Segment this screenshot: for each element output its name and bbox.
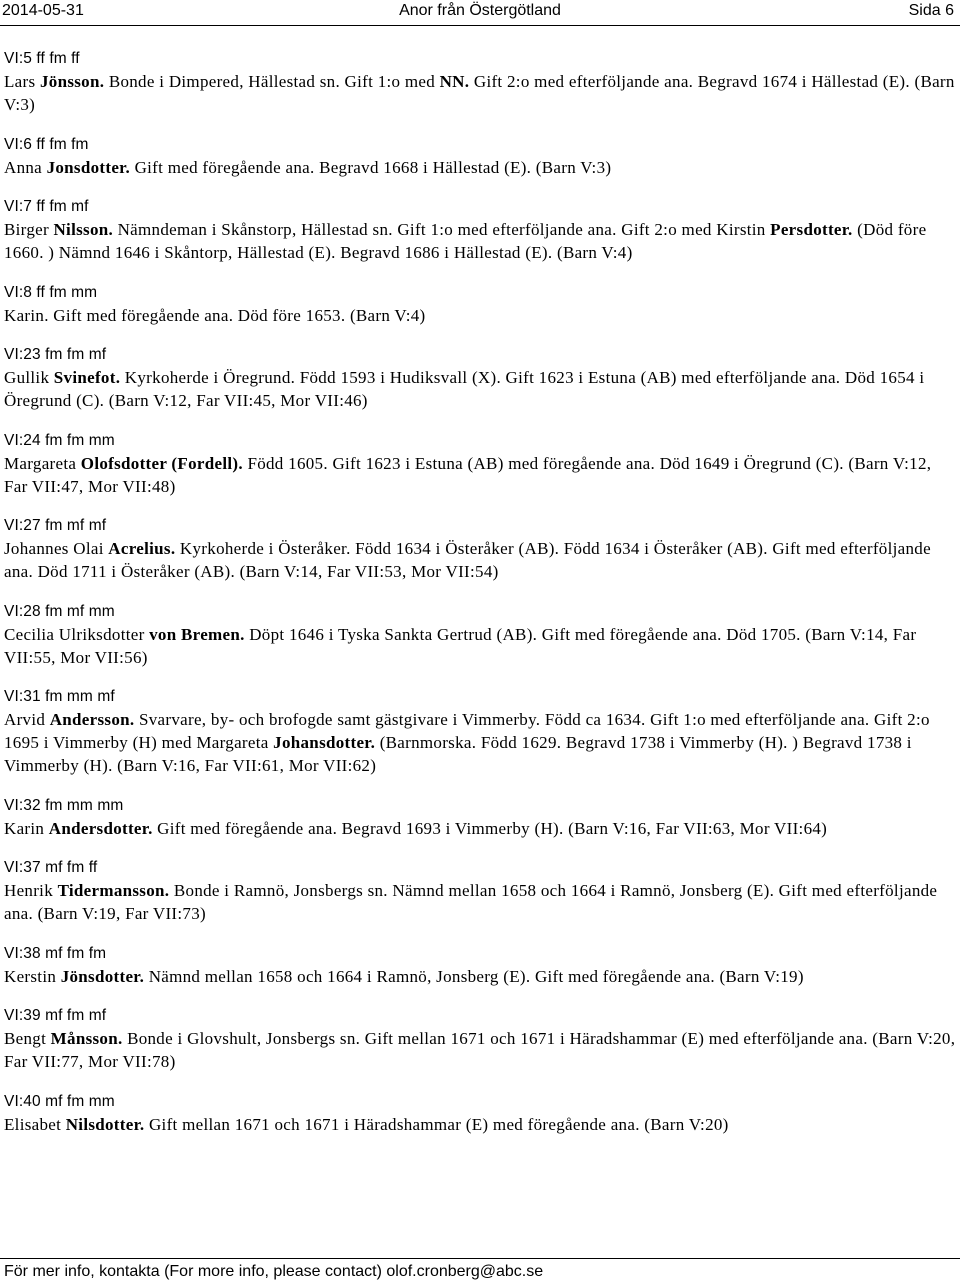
header-title: Anor från Östergötland: [399, 2, 561, 19]
ancestor-text-segment: Karin. Gift med föregående ana. Död före 1653. (Barn V:4): [4, 305, 426, 325]
ancestor-code: VI:8 ff fm mm: [4, 283, 98, 301]
ancestor-description: [4, 1027, 956, 1073]
footer-divider: [0, 1258, 960, 1259]
ancestor-code: VI:37 mf fm ff: [4, 859, 98, 876]
ancestor-entry: [4, 942, 956, 988]
ancestor-description: [4, 623, 956, 669]
ancestor-entry: [4, 195, 956, 264]
ancestor-name-bold: NN.: [439, 72, 470, 91]
ancestor-text-segment: (Död före 1660. ) Nämnd 1646 i Skåntorp, Hällestad (E). Begravd 1686 i Hällestad (E). (Barn V:4): [4, 220, 927, 262]
page-footer: [0, 1258, 960, 1285]
ancestor-text-segment: Johannes Olai: [4, 539, 109, 558]
ancestor-name-bold: Jönsdotter.: [60, 966, 145, 986]
ancestor-text-segment: Bonde i Dimpered, Hällestad sn. Gift 1:o med: [104, 72, 440, 91]
ancestor-entry: [4, 794, 956, 840]
ancestor-name-bold: Andersson.: [49, 710, 135, 729]
ancestor-description: [4, 879, 956, 925]
ancestor-entry: [4, 343, 956, 412]
ancestor-text-segment: Cecilia Ulriksdotter: [4, 624, 150, 644]
ancestor-text-segment: Född 1605. Gift 1623 i Estuna (AB) med föregående ana. Död 1649 i Öregrund (C). (Barn V:12, Far VII:47, Mor VII:48): [4, 453, 932, 496]
header-date: 2014-05-31: [2, 2, 84, 19]
ancestor-code: VI:24 fm fm mm: [4, 431, 115, 449]
ancestor-name-bold: Olofsdotter (Fordell).: [80, 453, 243, 473]
ancestor-code: VI:23 fm fm mf: [4, 346, 107, 363]
header-divider: [0, 25, 960, 26]
ancestor-text-segment: Gift med föregående ana. Begravd 1693 i Vimmerby (H). (Barn V:16, Far VII:63, Mor VII:64): [152, 818, 828, 838]
ancestor-code: VI:7 ff fm mf: [4, 198, 89, 215]
ancestor-name-bold: Persdotter.: [770, 220, 853, 239]
ancestor-text-segment: (Barnmorska. Född 1629. Begravd 1738 i Vimmerby (H). ) Begravd 1738 i Vimmerby (H). (Barn V:16, Far VII:61, Mor VII:62): [4, 733, 912, 775]
ancestor-text-segment: Anna: [4, 157, 47, 177]
ancestor-name-bold: Johansdotter.: [273, 733, 376, 752]
ancestor-text-segment: Karin: [4, 818, 49, 838]
ancestor-text-segment: Döpt 1646 i Tyska Sankta Gertrud (AB). Gift med föregående ana. Död 1705. (Barn V:14, Far VII:55, Mor VII:56): [4, 624, 917, 667]
ancestor-name-bold: Jonsdotter.: [46, 157, 131, 177]
ancestor-text-segment: Gift med föregående ana. Begravd 1668 i Hällestad (E). (Barn V:3): [130, 157, 612, 177]
ancestor-text-segment: Arvid: [4, 710, 50, 729]
ancestor-name-bold: Acrelius.: [108, 539, 176, 558]
ancestor-entry: [4, 1004, 956, 1073]
ancestor-name-bold: von Bremen.: [149, 624, 245, 644]
ancestor-description: [4, 452, 956, 498]
ancestor-entry: [4, 47, 956, 116]
ancestor-code: VI:40 mf fm mm: [4, 1092, 115, 1110]
ancestor-name-bold: Svinefot.: [53, 368, 121, 387]
ancestor-text-segment: Lars: [4, 72, 40, 91]
ancestor-text-segment: Gullik: [4, 368, 54, 387]
ancestor-name-bold: Nilsdotter.: [65, 1114, 145, 1134]
ancestor-description: [4, 537, 956, 583]
ancestor-text-segment: Henrik: [4, 881, 58, 900]
ancestor-entry: [4, 600, 956, 669]
ancestor-text-segment: Birger: [4, 220, 54, 239]
ancestor-description: [4, 156, 956, 179]
ancestor-text-segment: Nämndeman i Skånstorp, Hällestad sn. Gift 1:o med efterföljande ana. Gift 2:o med Kirstin: [113, 220, 771, 239]
ancestor-name-bold: Jönsson.: [39, 72, 105, 91]
ancestor-text-segment: Svarvare, by- och brofogde samt gästgivare i Vimmerby. Född ca 1634. Gift 1:o med efterföljande ana. Gift 2:o 1695 i Vimmerby (H) med Margareta: [4, 710, 930, 752]
footer-contact-info: För mer info, kontakta (For more info, please contact) olof.cronberg@abc.se: [4, 1263, 544, 1280]
ancestor-text-segment: Bengt: [4, 1029, 51, 1048]
ancestor-description: [4, 218, 956, 264]
page-header: [0, 0, 960, 26]
ancestor-text-segment: Gift 2:o med efterföljande ana. Begravd 1674 i Hällestad (E). (Barn V:3): [4, 72, 955, 114]
ancestor-text-segment: Bonde i Ramnö, Jonsbergs sn. Nämnd mellan 1658 och 1664 i Ramnö, Jonsberg (E). Gift med efterföljande ana. (Barn V:19, Far VII:73): [4, 881, 938, 923]
ancestor-code: VI:31 fm mm mf: [4, 688, 115, 705]
ancestor-text-segment: Kerstin: [4, 966, 61, 986]
ancestor-entry: [4, 1090, 956, 1136]
ancestor-text-segment: Gift mellan 1671 och 1671 i Häradshammar (E) med föregående ana. (Barn V:20): [144, 1114, 729, 1134]
ancestor-name-bold: Månsson.: [50, 1029, 123, 1048]
ancestor-list: [4, 47, 956, 1152]
ancestor-code: VI:39 mf fm mf: [4, 1007, 107, 1024]
ancestor-entry: [4, 685, 956, 777]
ancestor-name-bold: Tidermansson.: [57, 881, 170, 900]
ancestor-description: [4, 708, 956, 777]
ancestor-code: VI:32 fm mm mm: [4, 796, 124, 814]
ancestor-code: VI:5 ff fm ff: [4, 50, 80, 67]
ancestor-text-segment: Margareta: [4, 453, 81, 473]
ancestor-code: VI:38 mf fm fm: [4, 944, 107, 962]
ancestor-entry: [4, 133, 956, 179]
ancestor-text-segment: Elisabet: [4, 1114, 66, 1134]
ancestor-name-bold: Nilsson.: [53, 220, 114, 239]
ancestor-code: VI:28 fm mf mm: [4, 602, 115, 620]
ancestor-description: [4, 1113, 956, 1136]
ancestor-text-segment: Bonde i Glovshult, Jonsbergs sn. Gift mellan 1671 och 1671 i Häradshammar (E) med efterföljande ana. (Barn V:20, Far VII:77, Mor VII:78): [4, 1029, 956, 1071]
ancestor-description: [4, 366, 956, 412]
ancestor-text-segment: Kyrkoherde i Öregrund. Född 1593 i Hudiksvall (X). Gift 1623 i Estuna (AB) med efterföljande ana. Död 1654 i Öregrund (C). (Barn V:12, Far VII:45, Mor VII:46): [4, 368, 925, 410]
ancestor-name-bold: Andersdotter.: [48, 818, 153, 838]
ancestor-entry: [4, 856, 956, 925]
ancestor-text-segment: Kyrkoherde i Österåker. Född 1634 i Österåker (AB). Född 1634 i Österåker (AB). Gift med efterföljande ana. Död 1711 i Österåker (AB). (Barn V:14, Far VII:53, Mor VII:54): [4, 539, 931, 581]
ancestor-description: [4, 817, 956, 840]
header-page-number: Sida 6: [908, 2, 954, 19]
ancestor-code: VI:27 fm mf mf: [4, 517, 107, 534]
ancestor-code: VI:6 ff fm fm: [4, 135, 89, 153]
ancestor-entry: [4, 281, 956, 327]
ancestor-entry: [4, 514, 956, 583]
ancestor-description: [4, 70, 956, 116]
ancestor-entry: [4, 429, 956, 498]
ancestor-description: [4, 304, 956, 327]
ancestor-description: [4, 965, 956, 988]
ancestor-text-segment: Nämnd mellan 1658 och 1664 i Ramnö, Jonsberg (E). Gift med föregående ana. (Barn V:19): [144, 966, 804, 986]
